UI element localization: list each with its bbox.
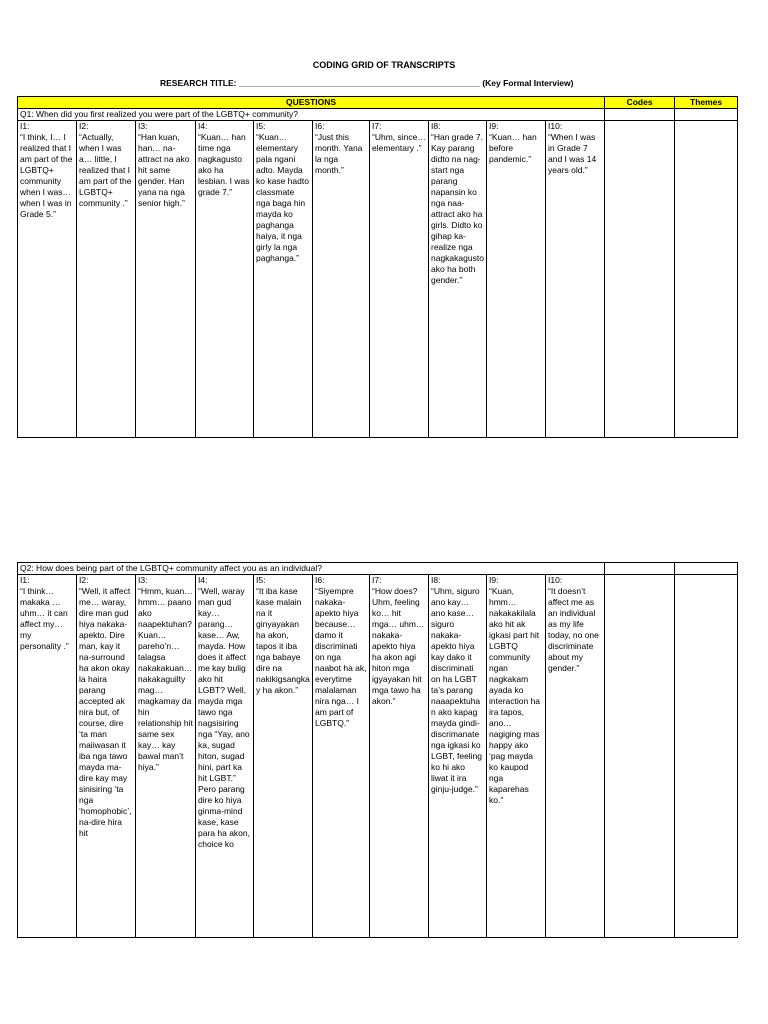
response-cell <box>18 121 77 438</box>
interviewee-id: I2: <box>79 575 89 585</box>
response-cell <box>370 121 429 438</box>
response-cell <box>429 575 487 938</box>
response-cell <box>546 121 605 438</box>
interviewee-id: I2: <box>79 121 89 131</box>
interviewee-id: I7: <box>372 575 382 585</box>
response-text: “I think… makaka … uhm… it can affect my… my personality .” <box>20 586 69 651</box>
response-text: “Han grade 7. Kay parang didto na nag-start nga parang napansin ko nga naa-attract ako ha girls. Didto ko gihap ka-realize nga nagkakagusto ako ha both gender.” <box>431 132 484 285</box>
response-text: “Uhm, siguro ano kay… ano kase… siguro nakaka-apekto hiya kay dako it discriminati on ha LGBT ta’s parang naaapektuhan ako kapag mayda gindi-discrimanate nga igkasi ko LGBT, feeling ko hi ako liwat it ira ginju-judge.” <box>431 586 483 794</box>
response-text: “Han kuan, han… na-attract na ako hit same gender. Han yana na nga senior high.” <box>138 132 190 208</box>
response-cell <box>254 121 313 438</box>
coding-grid-q1 <box>17 96 738 438</box>
response-cell <box>370 575 429 938</box>
themes-cell[interactable] <box>675 575 738 938</box>
interviewee-id: I8: <box>431 121 441 131</box>
codes-cell[interactable] <box>605 121 675 438</box>
response-cell <box>487 575 546 938</box>
response-cell <box>136 121 196 438</box>
interviewee-id: I3: <box>138 575 148 585</box>
interviewee-id: I9: <box>489 575 499 585</box>
interviewee-id: I6: <box>315 121 325 131</box>
response-cell <box>196 575 254 938</box>
interviewee-id: I4: <box>198 121 208 131</box>
response-text: “It iba kase kase malain na it ginyayakan ha akon, tapos it iba nga babaye dire na nakikigsangkay ha akon.” <box>256 586 310 695</box>
response-text: “I think, I… I realized that I am part of the LGBTQ+ community when I was… when I was in Grade 5.” <box>20 132 73 219</box>
response-cell <box>546 575 605 938</box>
response-text: “Well, waray man gud kay… parang… kase… Aw, mayda. How does it affect me kay bulig ako hit LGBT? Well, mayda mga tawo nga nagsisiring nga “Yay, ano ka, sugad hiton, sugad hini, part ka hit LGBT.” Pero parang dire ko hiya ginma-mind kase, kase para ha akon, choice ko <box>198 586 250 849</box>
response-text: “Kuan… han time nga nagkagusto ako ha lesbian. I was grade 7.” <box>198 132 250 197</box>
response-cell <box>429 121 487 438</box>
codes-cell[interactable] <box>605 109 675 121</box>
interviewee-id: I10: <box>548 121 563 131</box>
research-title-line: RESEARCH TITLE: ___________________________________________________ (Key Formal Interview) <box>160 78 574 88</box>
interviewee-id: I4: <box>198 575 208 585</box>
interviewee-id: I7: <box>372 121 382 131</box>
codes-header: Codes <box>605 97 675 109</box>
interviewee-id: I3: <box>138 121 148 131</box>
response-text: “When I was in Grade 7 and I was 14 years old.” <box>548 132 597 175</box>
document-title: CODING GRID OF TRANSCRIPTS <box>312 60 456 70</box>
response-text: “Well, it affect me… waray, dire man gud hiya nakaka-apekto. Dire man, kay it na-surround ha akon okay la haira parang accepted ak nira but, of course, dire ‘ta man maiiwasan it iba nga tawo mayda ma-dire kay may sinisiring ‘ta nga ‘homophobic’, na-dire hira hit <box>79 586 132 838</box>
question-2: Q2: How does being part of the LGBTQ+ community affect you as an individual? <box>18 563 605 575</box>
response-cell <box>254 575 313 938</box>
codes-cell[interactable] <box>605 563 675 575</box>
response-cell <box>196 121 254 438</box>
response-text: “Siyempre nakaka-apekto hiya because… damo it discriminati on nga naabot ha ak, everytime malalaman nira nga… I am part of LGBTQ.” <box>315 586 367 728</box>
response-text: “Kuan… elementary pala ngani adto. Mayda ko kase hadto classmate nga baga hin mayda ko paghanga haiya, it nga girly la nga paghanga.” <box>256 132 309 263</box>
question-1: Q1: When did you first realized you were part of the LGBTQ+ community? <box>18 109 605 121</box>
response-text: “Just this month. Yana la nga month.” <box>315 132 363 175</box>
response-cell <box>313 121 370 438</box>
response-text: “Uhm, since… elementary .” <box>372 132 426 153</box>
response-cell <box>487 121 546 438</box>
interviewee-id: I1: <box>20 575 30 585</box>
interviewee-id: I6: <box>315 575 325 585</box>
response-text: “It doesn’t affect me as an individual as my life today, no one discriminate about my gender.” <box>548 586 599 673</box>
interviewee-id: I5: <box>256 575 266 585</box>
themes-cell[interactable] <box>675 121 738 438</box>
response-cell <box>77 121 136 438</box>
questions-header: QUESTIONS <box>18 97 605 109</box>
interviewee-id: I10: <box>548 575 563 585</box>
themes-cell[interactable] <box>675 109 738 121</box>
response-text: “Hmm, kuan… hmm… paano ako naapektuhan? Kuan… pareho’n… talagsa nakakakuan… nakakaguilty mag… magkamay da hin relationship hit same sex kay… kay bawal man’t hiya.” <box>138 586 193 772</box>
interviewee-id: I5: <box>256 121 266 131</box>
response-text: “Kuan… han before pandemic.” <box>489 132 537 164</box>
response-text: “How does? Uhm, feeling ko… hit mga… uhm… nakaka-apekto hiya ha akon agi hiton mga igyayakan hit mga tawo ha akon.” <box>372 586 425 706</box>
themes-cell[interactable] <box>675 563 738 575</box>
interviewee-id: I8: <box>431 575 441 585</box>
response-cell <box>136 575 196 938</box>
interviewee-id: I9: <box>489 121 499 131</box>
coding-grid-q2 <box>17 562 738 938</box>
response-cell <box>77 575 136 938</box>
response-cell <box>18 575 77 938</box>
codes-cell[interactable] <box>605 575 675 938</box>
interviewee-id: I1: <box>20 121 30 131</box>
response-text: “Kuan, hmm… nakakakilala ako hit ak igkasi part hit LGBTQ community ngan nagkakam ayada ko interaction ha ira tapos, ano… nagiging mas happy ako ‘pag mayda ko kaupod nga kaparehas ko.” <box>489 586 541 805</box>
response-cell <box>313 575 370 938</box>
themes-header: Themes <box>675 97 738 109</box>
response-text: “Actually, when I was a… little, I realized that I am part of the LGBTQ+ community .” <box>79 132 132 208</box>
